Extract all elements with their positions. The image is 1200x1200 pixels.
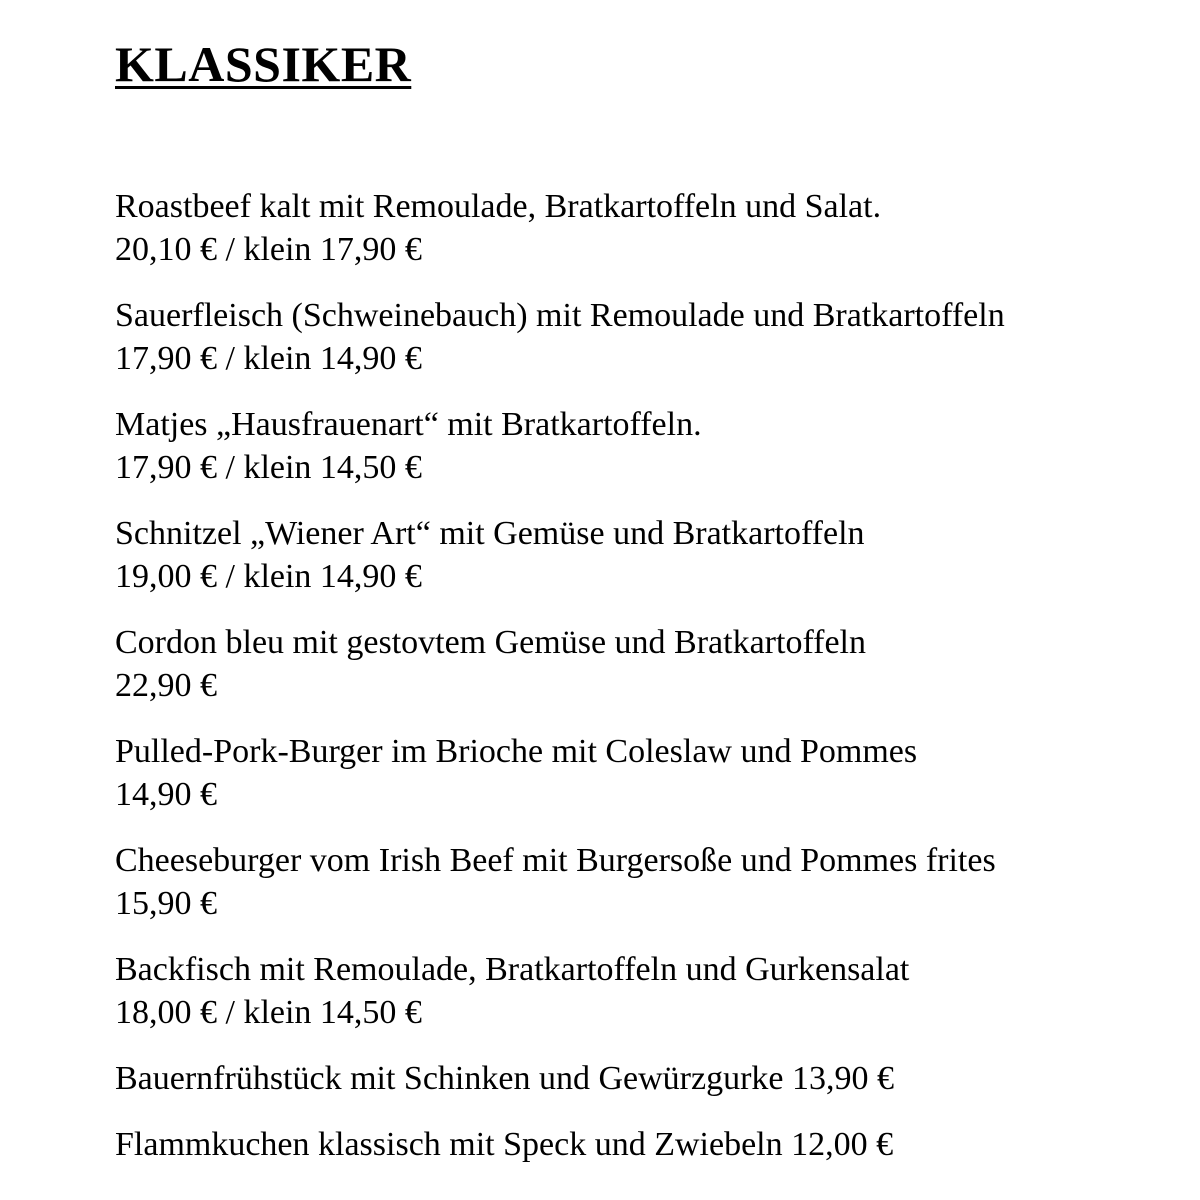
menu-item-price: 22,90 € [115,667,217,704]
menu-item-text: Bauernfrühstück mit Schinken und Gewürzgurke 13,90 € [115,1060,894,1097]
menu-item-name: Roastbeef kalt mit Remoulade, Bratkartoffeln und Salat. [115,188,882,225]
menu-title: KLASSIKER [115,36,412,92]
menu-item-roastbeef [115,185,881,271]
menu-item-price: 19,00 € / klein 14,90 € [115,558,422,595]
menu-item-sauerfleisch [115,294,1005,380]
menu-item-schnitzel [115,512,865,598]
menu-item-text: Flammkuchen klassisch mit Speck und Zwiebeln 12,00 € [115,1126,894,1163]
menu-item-name: Cordon bleu mit gestovtem Gemüse und Bratkartoffeln [115,624,867,661]
menu-item-name: Schnitzel „Wiener Art“ mit Gemüse und Bratkartoffeln [115,515,865,552]
menu-item-name: Backfisch mit Remoulade, Bratkartoffeln und Gurkensalat [115,951,910,988]
menu-item-name: Sauerfleisch (Schweinebauch) mit Remoulade und Bratkartoffeln [115,297,1005,334]
menu-item-price: 20,10 € / klein 17,90 € [115,231,422,268]
menu-item-price: 18,00 € / klein 14,50 € [115,994,422,1031]
menu-item-name: Matjes „Hausfrauenart“ mit Bratkartoffeln. [115,406,702,443]
menu-item-price: 17,90 € / klein 14,50 € [115,449,422,486]
menu-item-price: 17,90 € / klein 14,90 € [115,340,422,377]
menu-item-flammkuchen [115,1123,893,1166]
menu-item-matjes [115,403,702,489]
menu-item-price: 14,90 € [115,776,217,813]
menu-item-bauernfruehstueck [115,1057,894,1100]
menu-item-name: Cheeseburger vom Irish Beef mit Burgersoße und Pommes frites [115,842,996,879]
menu-item-cheeseburger [115,839,996,925]
menu-item-pulled-pork-burger [115,730,917,816]
menu-item-price: 15,90 € [115,885,217,922]
menu-item-name: Pulled-Pork-Burger im Brioche mit Coleslaw und Pommes [115,733,918,770]
menu-item-backfisch [115,948,909,1034]
menu-item-cordon-bleu [115,621,866,707]
